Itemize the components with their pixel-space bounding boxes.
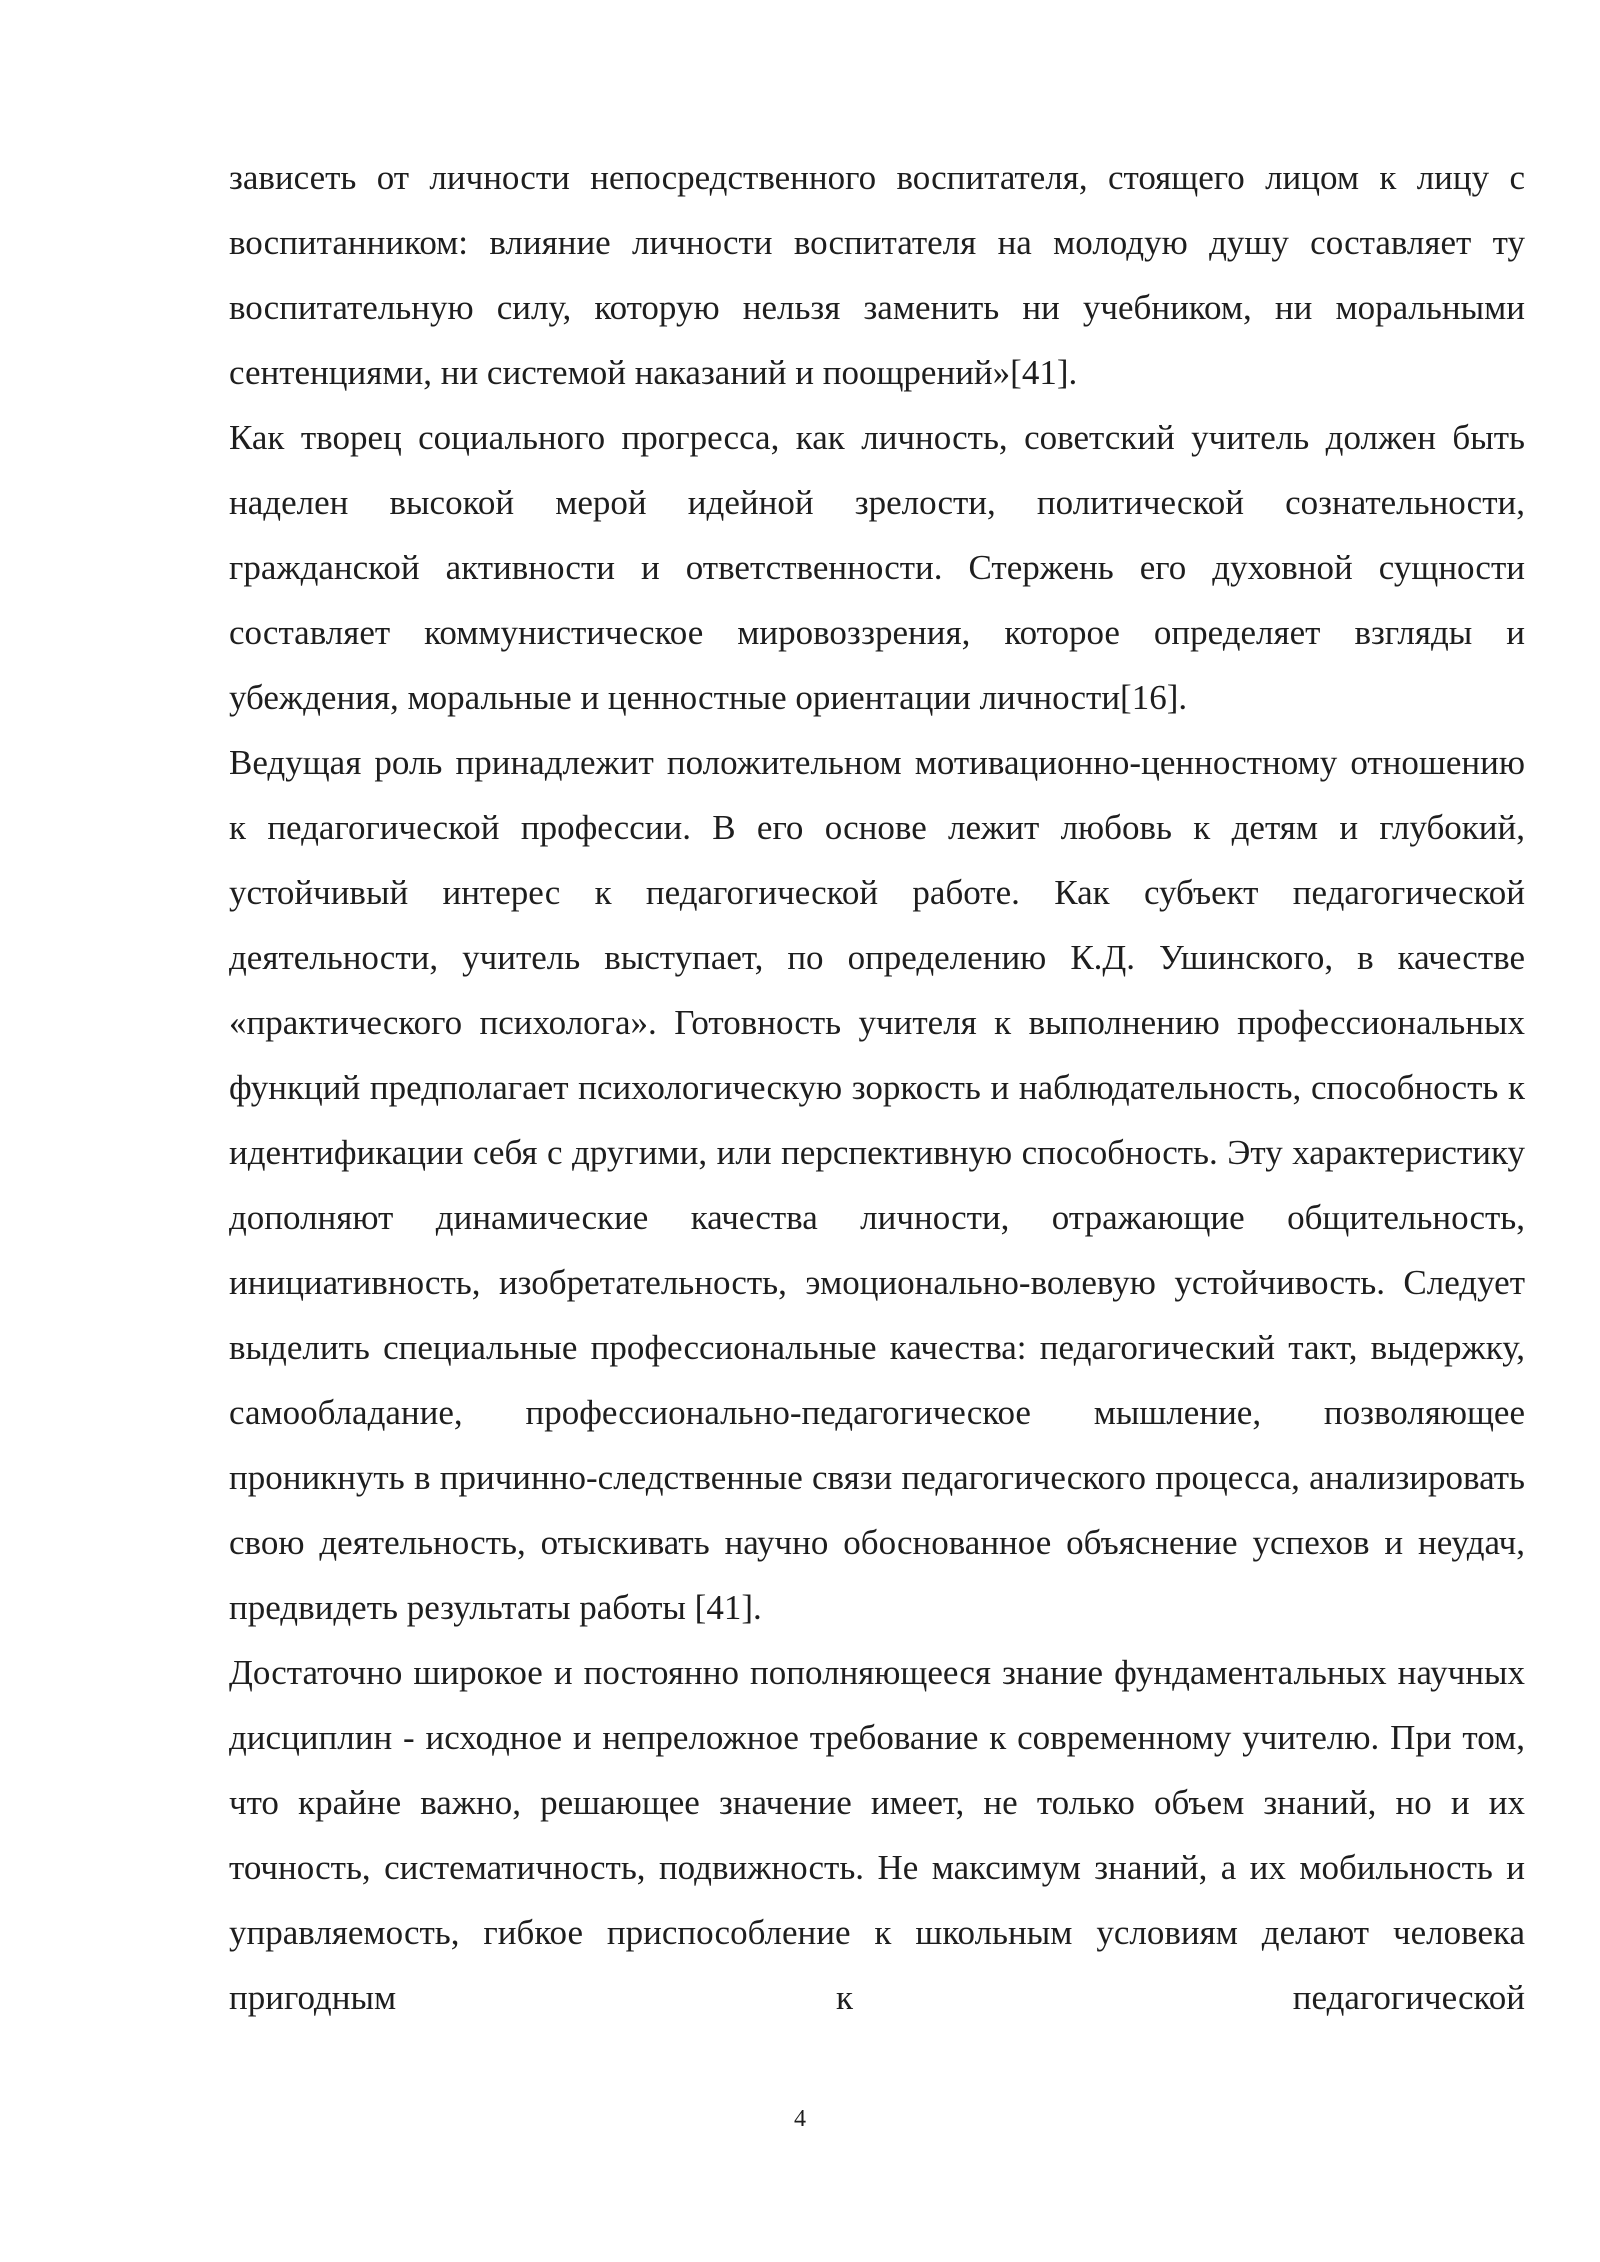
paragraph-3: Ведущая роль принадлежит положительном мотивационно-ценностному отношению к педагогической профессии. В его основе лежит любовь к детям и глубокий, устойчивый интерес к педагогической работе. Как субъект педагогической деятельности, учитель выступает, по определению К.Д. Ушинского, в качестве «практического психолога». Готовность учителя к выполнению профессиональных функций предполагает психологическую зоркость и наблюдательность, способность к идентификации себя с другими, или перспективную способность. Эту характеристику дополняют динамические качества личности, отражающие общительность, инициативность, изобретательность, эмоционально-волевую устойчивость. Следует выделить специальные профессиональные качества: педагогический такт, выдержку, самообладание, профессионально-педагогическое мышление, позволяющее проникнуть в причинно-следственные связи педагогического процесса, анализировать свою деятельность, отыскивать научно обоснованное объяснение успехов и неудач, предвидеть результаты работы [41]. (229, 743, 1525, 1627)
paragraph-1: зависеть от личности непосредственного воспитателя, стоящего лицом к лицу с воспитанником: влияние личности воспитателя на молодую душу составляет ту воспитательную силу, которую нельзя заменить ни учебником, ни моральными сентенциями, ни системой наказаний и поощрений»[41]. (229, 158, 1525, 392)
paragraph-2: Как творец социального прогресса, как личность, советский учитель должен быть наделен высокой мерой идейной зрелости, политической сознательности, гражданской активности и ответственности. Стержень его духовной сущности составляет коммунистическое мировоззрения, которое определяет взгляды и убеждения, моральные и ценностные ориентации личности[16]. (229, 418, 1525, 717)
paragraph-4: Достаточно широкое и постоянно пополняющееся знание фундаментальных научных дисциплин - исходное и непреложное требование к современному учителю. При том, что крайне важно, решающее значение имеет, не только объем знаний, но и их точность, систематичность, подвижность. Не максимум знаний, а их мобильность и управляемость, гибкое приспособление к школьным условиям делают человека пригодным к педагогической (229, 1653, 1525, 2017)
page-number: 4 (794, 2106, 806, 2132)
body-text (229, 145, 1525, 2030)
